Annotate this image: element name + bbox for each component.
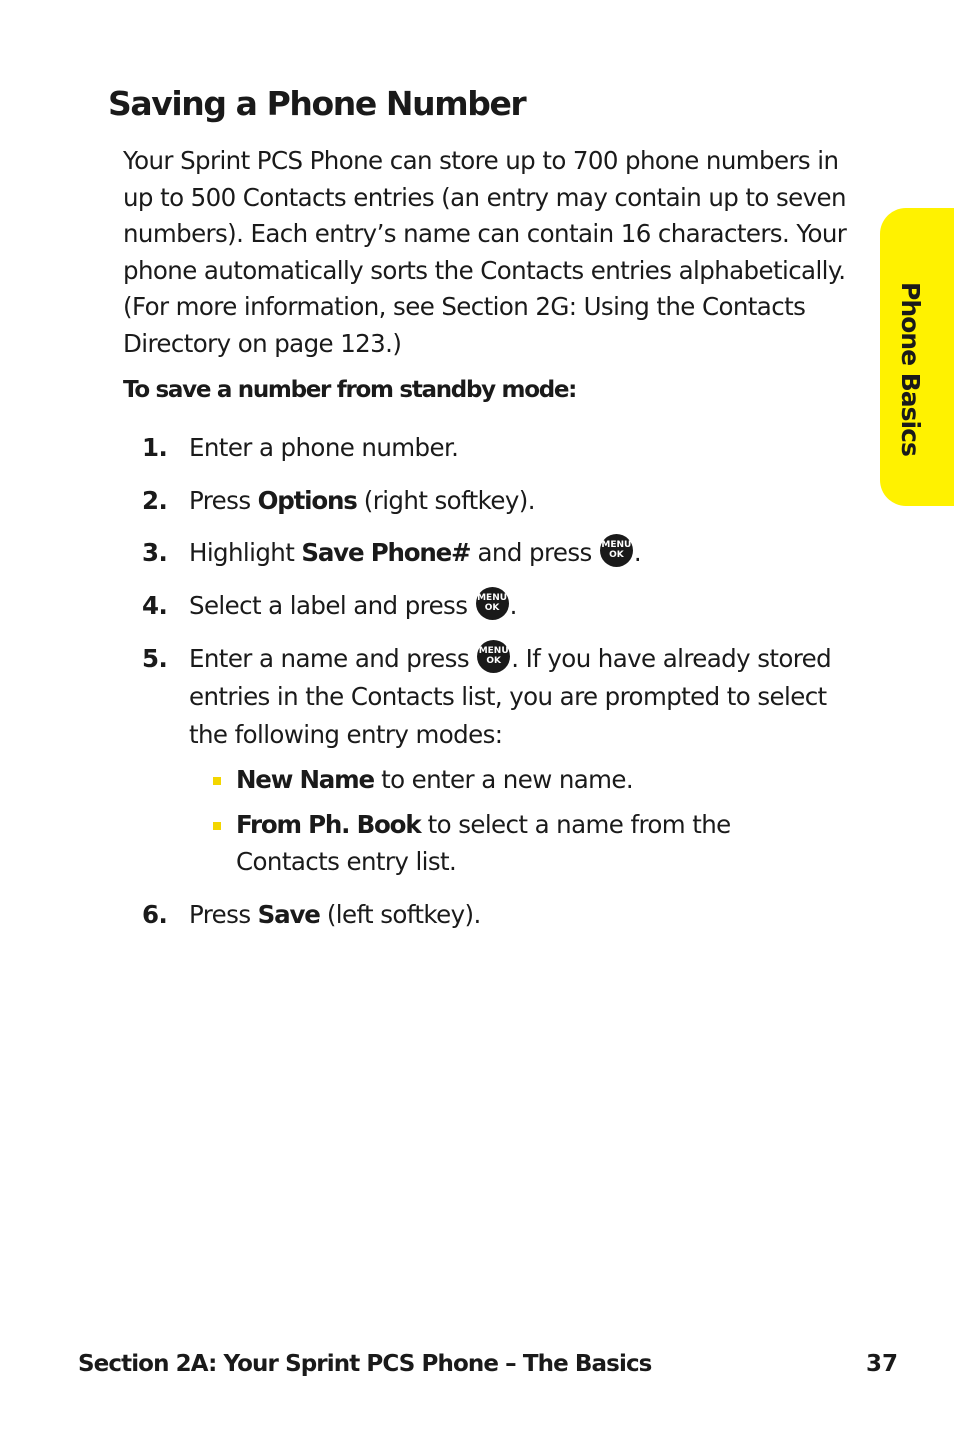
menu-ok-key-icon: MENU OK (600, 534, 633, 567)
step-4 (140, 587, 840, 625)
procedure-title: To save a number from standby mode: (123, 377, 577, 403)
step-text: Press Save (left softkey). (189, 900, 481, 929)
page-number: 37 (866, 1351, 899, 1377)
options-softkey-label: Options (257, 486, 357, 515)
step-6 (140, 896, 840, 934)
page-title: Saving a Phone Number (108, 84, 526, 123)
step-text: Enter a name and press MENU OK . If you have already stored entries in the Contacts list, you are prompted to select the following entry modes: (189, 640, 840, 754)
footer-section-title: Section 2A: Your Sprint PCS Phone – The Basics (78, 1351, 652, 1377)
step-text: Highlight Save Phone# and press MENU OK . (189, 534, 840, 572)
step-number: 2. (142, 486, 168, 515)
save-phone-option-label: Save Phone# (301, 538, 471, 567)
side-tab-label: Phone Basics (896, 282, 925, 456)
step-text: Select a label and press MENU OK . (189, 587, 840, 625)
step-number: 4. (142, 591, 168, 620)
step-number: 5. (142, 644, 168, 673)
step-number: 3. (142, 538, 168, 567)
menu-ok-key-icon: MENU OK (476, 587, 509, 620)
entry-mode-item: From Ph. Book to select a name from the Contacts entry list. (213, 807, 833, 880)
bullet-square-icon (213, 822, 221, 830)
step-1 (140, 429, 840, 467)
new-name-option-label: New Name (236, 765, 374, 794)
step-text: Enter a phone number. (189, 433, 459, 462)
step-2 (140, 482, 840, 520)
entry-mode-item: New Name to enter a new name. (213, 762, 833, 799)
step-number: 1. (142, 433, 168, 462)
section-side-tab (880, 208, 954, 506)
step-text: Press Options (right softkey). (189, 486, 535, 515)
step-5 (140, 640, 840, 754)
step-3 (140, 534, 840, 572)
menu-ok-key-icon: MENU OK (477, 640, 510, 673)
intro-paragraph: Your Sprint PCS Phone can store up to 700 phone numbers in up to 500 Contacts entries (an entry may contain up to seven numbers). Each entry’s name can contain 16 characters. Your phone automatically sorts the Contacts entries alphabetically. (For more information, see Section 2G: Using the Contacts Directory on page 123.) (123, 146, 847, 358)
save-softkey-label: Save (257, 900, 320, 929)
from-ph-book-option-label: From Ph. Book (236, 810, 421, 839)
step-number: 6. (142, 900, 168, 929)
bullet-square-icon (213, 777, 221, 785)
